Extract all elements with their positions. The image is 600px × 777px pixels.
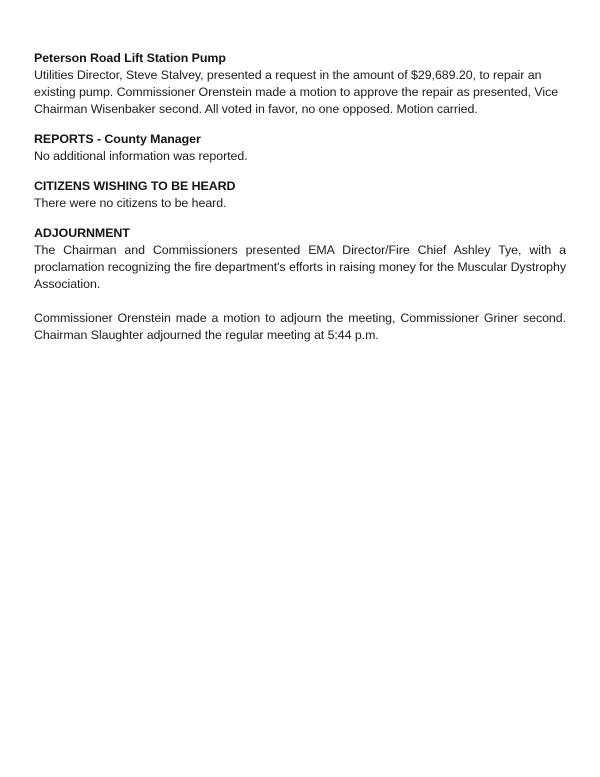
section-adjournment [34,225,566,344]
document-body [34,50,566,344]
section-heading-adjournment: ADJOURNMENT [34,226,130,240]
section-reports-county-manager [34,131,566,165]
section-peterson-road-lift-station-pump [34,50,566,118]
section-heading-reports-county-manager: REPORTS - County Manager [34,132,201,146]
section-heading-citizens-wishing-to-be-heard: CITIZENS WISHING TO BE HEARD [34,179,236,193]
section-paragraph-citizens-wishing-to-be-heard: There were no citizens to be heard. [34,196,227,210]
section-paragraph-peterson-road-lift-station-pump: Utilities Director, Steve Stalvey, presented a request in the amount of $29,689.20, to repair an existing pump. Commissioner Orenstein made a motion to approve the repair as presented, Vice Chairman Wisenbaker second. All voted in favor, no one opposed. Motion carried. [34,68,559,116]
section-paragraph-reports-county-manager: No additional information was reported. [34,149,248,163]
section-paragraph-adjournment-motion: Commissioner Orenstein made a motion to adjourn the meeting, Commissioner Griner second. Chairman Slaughter adjourned the regular meeting at 5:44 p.m. [34,311,566,342]
section-citizens-wishing-to-be-heard [34,178,566,212]
section-heading-peterson-road-lift-station-pump: Peterson Road Lift Station Pump [34,51,226,65]
section-paragraph-adjournment-proclamation: The Chairman and Commissioners presented EMA Director/Fire Chief Ashley Tye, with a proclamation recognizing the fire department's efforts in raising money for the Muscular Dystrophy Association. [34,243,566,291]
